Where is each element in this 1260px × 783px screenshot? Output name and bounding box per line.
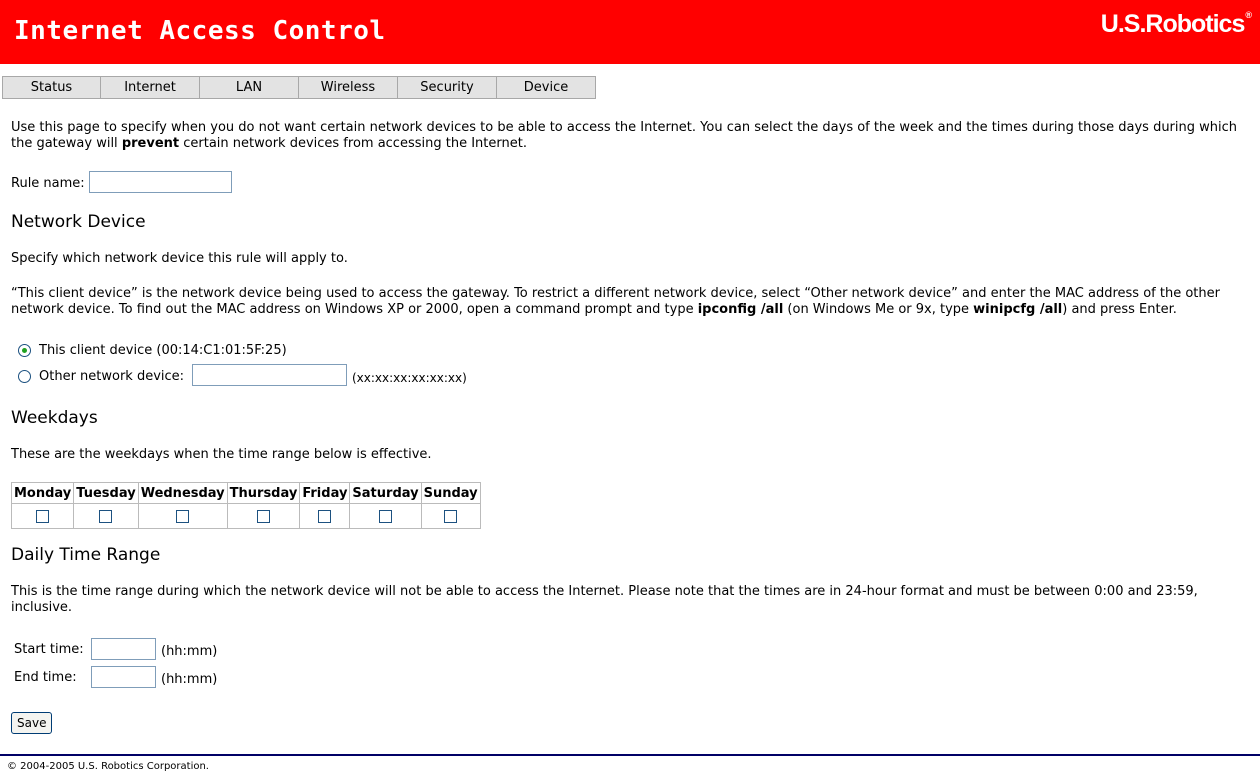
tab-status[interactable]: Status <box>2 76 101 99</box>
start-time-hint: (hh:mm) <box>161 644 218 659</box>
end-time-hint: (hh:mm) <box>161 672 218 687</box>
friday-checkbox[interactable] <box>318 510 331 523</box>
page-title: Internet Access Control <box>14 16 386 46</box>
copyright-footer: © 2004-2005 U.S. Robotics Corporation. <box>7 761 209 772</box>
weekdays-desc: These are the weekdays when the time range below is effective. <box>11 447 432 462</box>
mac-address-input[interactable] <box>192 364 347 386</box>
start-time-input[interactable] <box>91 638 156 660</box>
weekdays-heading: Weekdays <box>11 408 98 428</box>
time-range-desc: This is the time range during which the network device will not be able to access the Internet. Please note that the times are in 24-hour format and must be between 0:00 and 23:59, inclusive. <box>11 584 1198 615</box>
usrobotics-logo: U.S.Robotics® <box>1100 10 1252 38</box>
end-time-label: End time: <box>14 670 77 685</box>
start-time-label: Start time: <box>14 642 84 657</box>
nav-tabs <box>2 76 596 99</box>
day-header-wednesday: Wednesday <box>138 483 227 504</box>
save-button[interactable]: Save <box>11 712 52 734</box>
day-header-friday: Friday <box>300 483 350 504</box>
client-device-radio[interactable] <box>18 344 31 357</box>
network-device-note: “This client device” is the network device being used to access the gateway. To restrict a different network device, select “Other network device” and enter the MAC address of the other network device. To find out the MAC address on Windows XP or 2000, open a command prompt and type ipconfig /all (on Windows Me or 9x, type winipcfg /all) and press Enter. <box>11 286 1220 317</box>
tuesday-checkbox[interactable] <box>99 510 112 523</box>
mac-format-hint: (xx:xx:xx:xx:xx:xx) <box>352 371 467 385</box>
time-range-heading: Daily Time Range <box>11 545 161 565</box>
monday-checkbox[interactable] <box>36 510 49 523</box>
rule-name-label: Rule name: <box>11 176 85 191</box>
sunday-checkbox[interactable] <box>444 510 457 523</box>
network-device-heading: Network Device <box>11 212 146 232</box>
other-device-label: Other network device: <box>39 369 185 384</box>
rule-name-input[interactable] <box>89 171 232 193</box>
day-header-thursday: Thursday <box>227 483 300 504</box>
tab-internet[interactable]: Internet <box>101 76 200 99</box>
intro-text: Use this page to specify when you do not want certain network devices to be able to access the Internet. You can select the days of the week and the times during those days during which the gateway will prevent certain network devices from accessing the Internet. <box>11 120 1238 151</box>
network-device-desc: Specify which network device this rule will apply to. <box>11 251 348 266</box>
saturday-checkbox[interactable] <box>379 510 392 523</box>
thursday-checkbox[interactable] <box>257 510 270 523</box>
tab-lan[interactable]: LAN <box>200 76 299 99</box>
day-header-monday: Monday <box>12 483 74 504</box>
footer-divider <box>0 754 1260 756</box>
tab-device[interactable]: Device <box>497 76 596 99</box>
header-bar <box>0 0 1260 64</box>
weekday-table <box>11 482 481 529</box>
client-device-label: This client device (00:14:C1:01:5F:25) <box>39 343 287 358</box>
day-header-saturday: Saturday <box>350 483 421 504</box>
tab-wireless[interactable]: Wireless <box>299 76 398 99</box>
end-time-input[interactable] <box>91 666 156 688</box>
day-header-tuesday: Tuesday <box>74 483 138 504</box>
other-device-radio[interactable] <box>18 370 31 383</box>
tab-security[interactable]: Security <box>398 76 497 99</box>
wednesday-checkbox[interactable] <box>176 510 189 523</box>
day-header-sunday: Sunday <box>421 483 480 504</box>
